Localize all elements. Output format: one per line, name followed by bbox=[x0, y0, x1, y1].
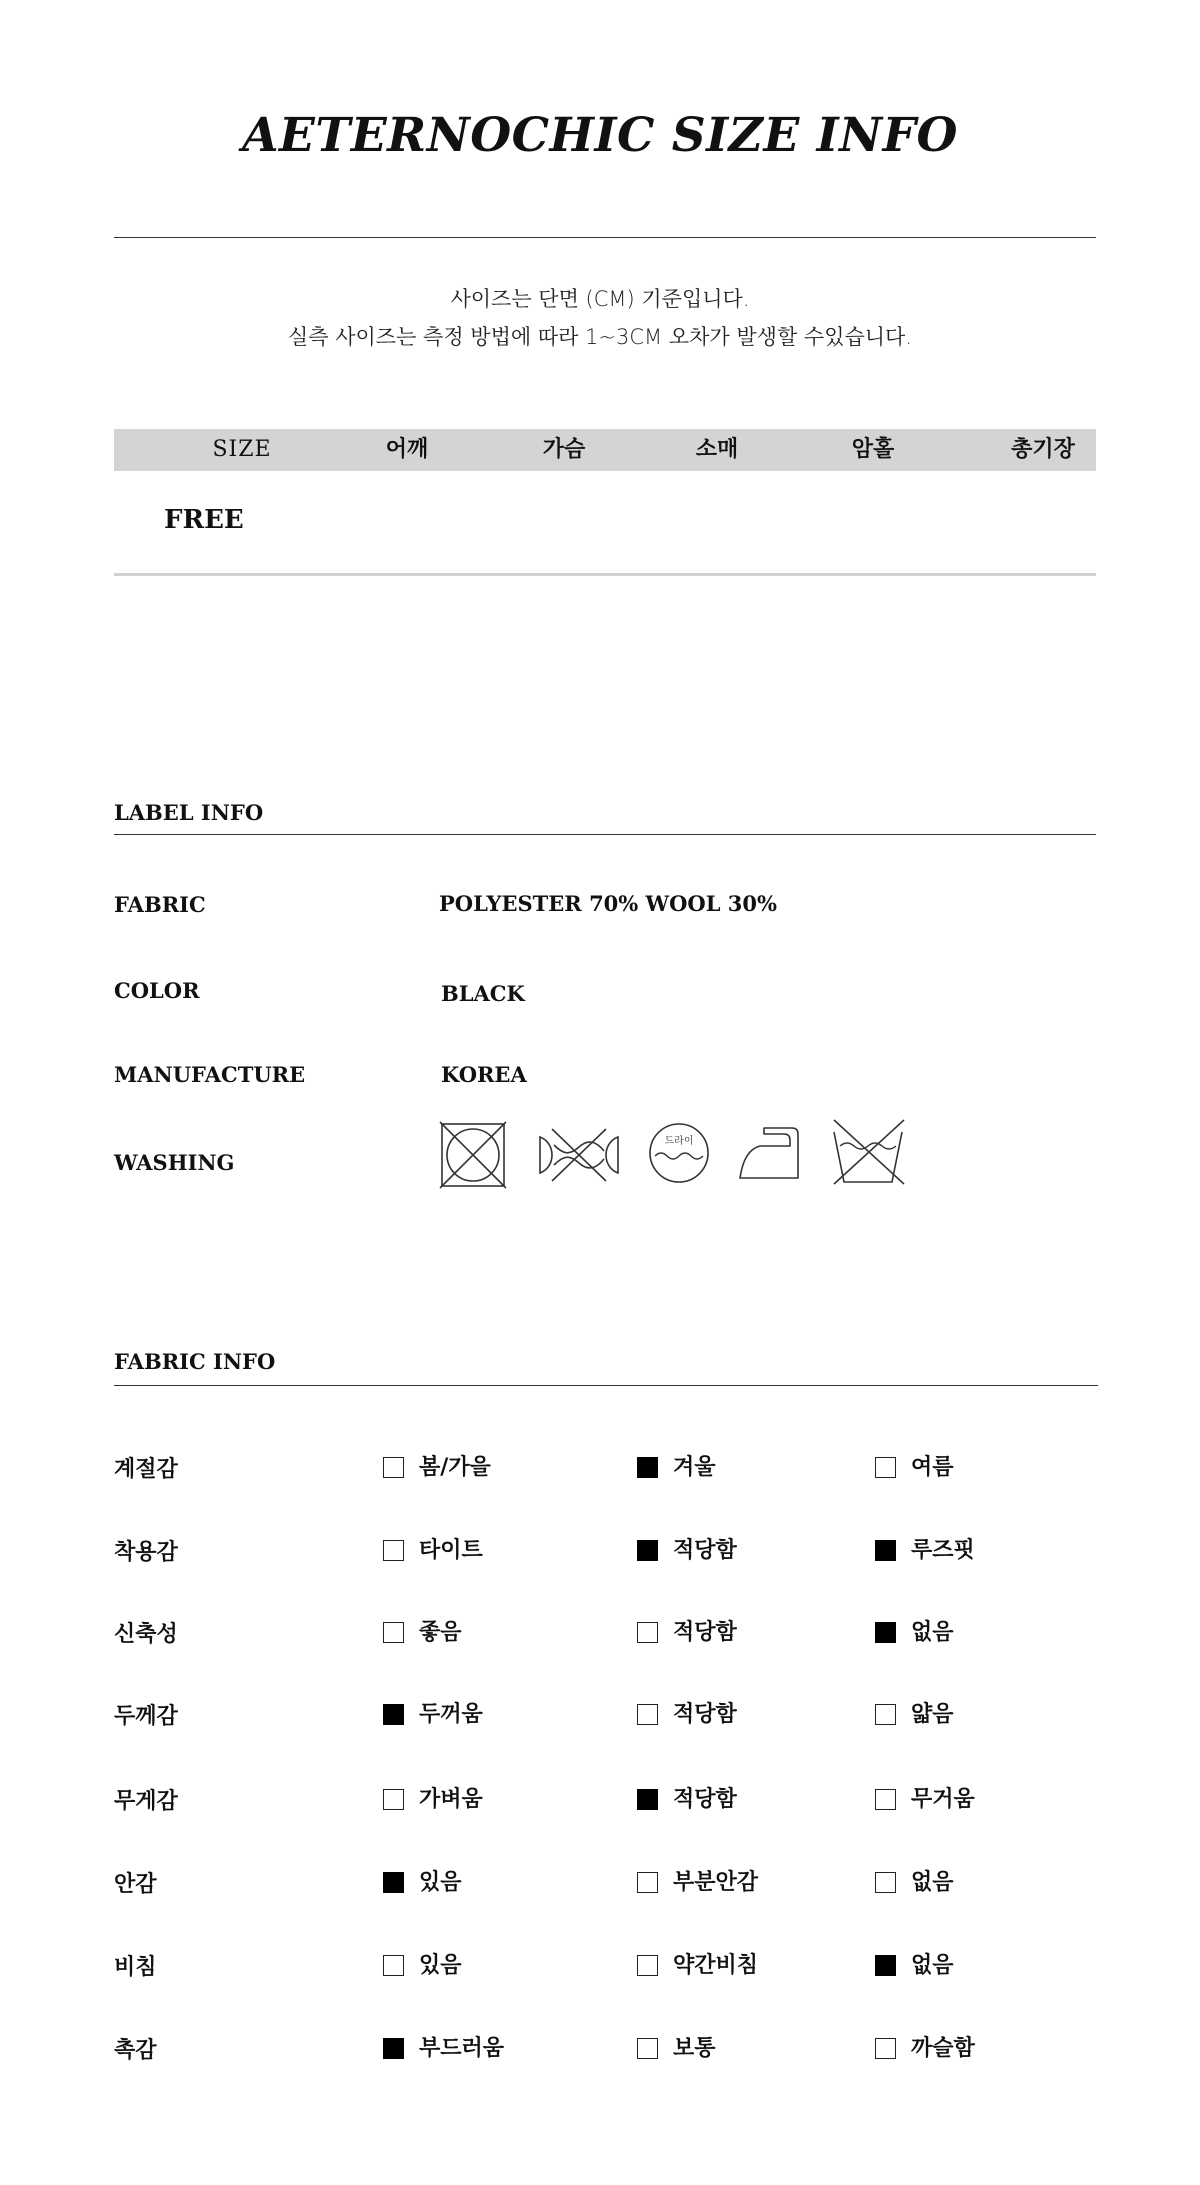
fabric-option-label: 부분안감 bbox=[673, 1870, 759, 1895]
checkbox-checked[interactable] bbox=[875, 1540, 896, 1561]
fabric-option-label: 얇음 bbox=[911, 1702, 954, 1727]
fabric-label: FABRIC bbox=[114, 892, 206, 917]
fabric-option-label: 겨울 bbox=[673, 1455, 716, 1480]
manufacture-value: KOREA bbox=[441, 1062, 527, 1087]
fabric-option-label: 루즈핏 bbox=[911, 1538, 975, 1563]
fabric-option-label: 까슬함 bbox=[911, 2036, 975, 2061]
size-header-armhole: 암홀 bbox=[851, 437, 895, 462]
fabric-row-label: 무게감 bbox=[114, 1789, 178, 1814]
checkbox-unchecked[interactable] bbox=[637, 1955, 658, 1976]
size-header-sleeve: 소매 bbox=[695, 437, 739, 462]
fabric-option-label: 있음 bbox=[419, 1953, 462, 1978]
checkbox-checked[interactable] bbox=[875, 1955, 896, 1976]
checkbox-checked[interactable] bbox=[383, 1872, 404, 1893]
checkbox-checked[interactable] bbox=[875, 1622, 896, 1643]
checkbox-checked[interactable] bbox=[383, 2038, 404, 2059]
fabric-option-label: 두꺼움 bbox=[419, 1702, 483, 1727]
checkbox-unchecked[interactable] bbox=[383, 1955, 404, 1976]
size-header-length: 총기장 bbox=[1011, 437, 1075, 462]
checkbox-unchecked[interactable] bbox=[875, 1457, 896, 1478]
checkbox-unchecked[interactable] bbox=[875, 2038, 896, 2059]
dry-clean-icon bbox=[646, 1120, 712, 1186]
checkbox-unchecked[interactable] bbox=[875, 1704, 896, 1725]
fabric-option-label: 무거움 bbox=[911, 1787, 975, 1812]
no-tumble-dry-icon bbox=[438, 1120, 508, 1190]
checkbox-unchecked[interactable] bbox=[637, 1872, 658, 1893]
fabric-row-label: 두께감 bbox=[114, 1704, 178, 1729]
size-row-free: FREE bbox=[164, 505, 244, 535]
fabric-value: POLYESTER 70% WOOL 30% bbox=[439, 891, 777, 916]
fabric-option-label: 여름 bbox=[911, 1455, 954, 1480]
fabric-option-label: 없음 bbox=[911, 1953, 954, 1978]
fabric-option-label: 적당함 bbox=[673, 1787, 737, 1812]
checkbox-unchecked[interactable] bbox=[875, 1872, 896, 1893]
fabric-row-label: 착용감 bbox=[114, 1540, 178, 1565]
checkbox-checked[interactable] bbox=[637, 1457, 658, 1478]
checkbox-unchecked[interactable] bbox=[637, 1622, 658, 1643]
fabric-row-label: 비침 bbox=[114, 1955, 157, 1980]
checkbox-unchecked[interactable] bbox=[383, 1622, 404, 1643]
size-table-header bbox=[114, 429, 1096, 471]
fabric-option-label: 없음 bbox=[911, 1620, 954, 1645]
fabric-option-label: 약간비침 bbox=[673, 1953, 759, 1978]
fabric-option-label: 좋음 bbox=[419, 1620, 462, 1645]
fabric-option-label: 부드러움 bbox=[419, 2036, 505, 2061]
checkbox-unchecked[interactable] bbox=[637, 2038, 658, 2059]
title-divider bbox=[114, 237, 1096, 238]
checkbox-checked[interactable] bbox=[637, 1789, 658, 1810]
fabric-option-label: 적당함 bbox=[673, 1620, 737, 1645]
fabric-row-label: 촉감 bbox=[114, 2038, 157, 2063]
checkbox-unchecked[interactable] bbox=[383, 1789, 404, 1810]
fabric-row-label: 계절감 bbox=[114, 1457, 178, 1482]
checkbox-unchecked[interactable] bbox=[875, 1789, 896, 1810]
no-wash-icon bbox=[828, 1116, 908, 1188]
fabric-option-label: 가벼움 bbox=[419, 1787, 483, 1812]
fabric-option-label: 적당함 bbox=[673, 1538, 737, 1563]
iron-icon bbox=[736, 1124, 806, 1182]
fabric-option-label: 보통 bbox=[673, 2036, 716, 2061]
fabric-option-label: 타이트 bbox=[419, 1538, 483, 1563]
checkbox-unchecked[interactable] bbox=[383, 1540, 404, 1561]
color-label: COLOR bbox=[114, 978, 200, 1003]
label-info-title: LABEL INFO bbox=[114, 800, 264, 825]
checkbox-unchecked[interactable] bbox=[383, 1457, 404, 1478]
fabric-option-label: 있음 bbox=[419, 1870, 462, 1895]
notice-line-2: 실측 사이즈는 측정 방법에 따라 1~3CM 오차가 발생할 수있습니다. bbox=[287, 325, 913, 349]
page-title: AETERNOCHIC SIZE INFO bbox=[242, 108, 958, 163]
fabric-info-divider bbox=[114, 1385, 1098, 1386]
dry-clean-text: 드라이 bbox=[664, 1136, 694, 1147]
no-wring-icon bbox=[536, 1125, 622, 1185]
size-table-bottom-border bbox=[114, 573, 1096, 576]
fabric-row-label: 신축성 bbox=[114, 1622, 178, 1647]
fabric-info-title: FABRIC INFO bbox=[114, 1349, 276, 1374]
size-header-shoulder: 어깨 bbox=[385, 437, 429, 462]
fabric-option-label: 적당함 bbox=[673, 1702, 737, 1727]
checkbox-checked[interactable] bbox=[637, 1540, 658, 1561]
label-info-divider bbox=[114, 834, 1096, 835]
fabric-option-label: 없음 bbox=[911, 1870, 954, 1895]
checkbox-unchecked[interactable] bbox=[637, 1704, 658, 1725]
washing-label: WASHING bbox=[114, 1150, 235, 1175]
color-value: BLACK bbox=[441, 981, 525, 1006]
manufacture-label: MANUFACTURE bbox=[114, 1062, 306, 1087]
size-header-size: SIZE bbox=[212, 437, 272, 462]
notice-line-1: 사이즈는 단면 (CM) 기준입니다. bbox=[450, 287, 750, 311]
fabric-row-label: 안감 bbox=[114, 1872, 157, 1897]
checkbox-checked[interactable] bbox=[383, 1704, 404, 1725]
size-header-chest: 가슴 bbox=[542, 437, 586, 462]
fabric-option-label: 봄/가을 bbox=[419, 1455, 491, 1480]
